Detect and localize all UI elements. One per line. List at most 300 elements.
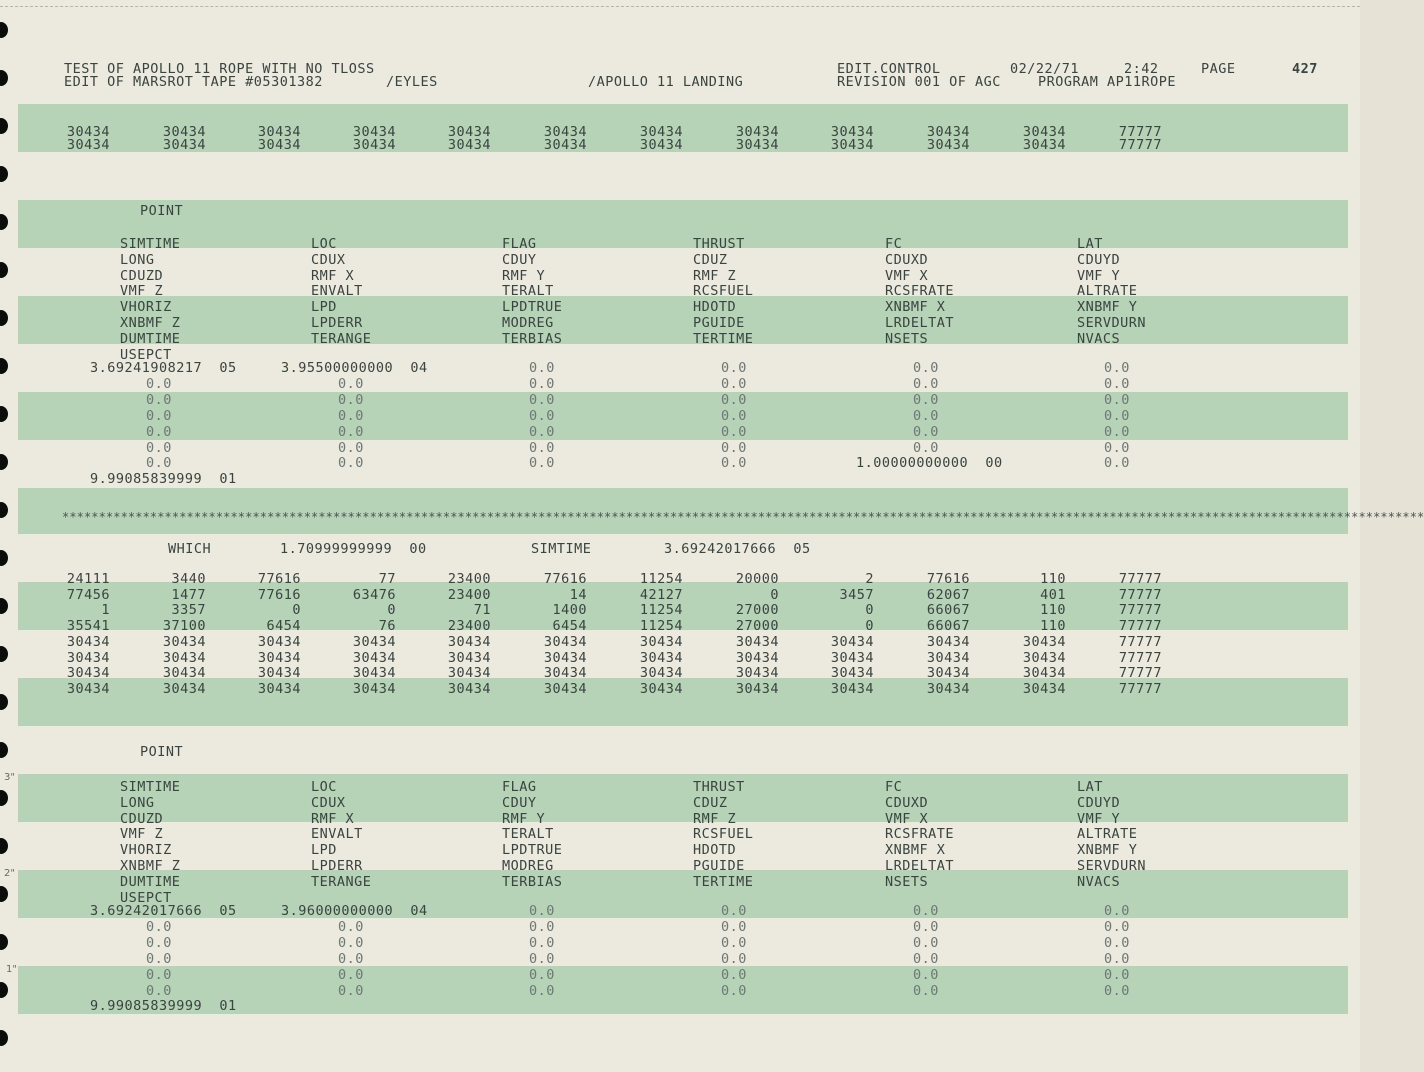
- octal-cell: 66067: [926, 618, 970, 635]
- tractor-feed-holes: [0, 0, 14, 1072]
- octal-cell: 30434: [830, 124, 874, 140]
- variable-value: 0.0: [721, 982, 747, 999]
- report-title: TEST OF APOLLO 11 ROPE WITH NO TLOSS: [64, 61, 375, 77]
- octal-cell: 30434: [257, 665, 301, 682]
- octal-cell: 77: [378, 571, 396, 587]
- octal-cell: 30434: [735, 649, 779, 666]
- octal-cell: 401: [1040, 586, 1066, 603]
- variable-value: 0.0: [1104, 391, 1130, 408]
- print-date: 02/22/71: [1010, 61, 1080, 77]
- octal-cell: 35541: [66, 618, 110, 635]
- pin-hole: [0, 694, 8, 710]
- variable-label: XNBMF Y: [1077, 842, 1138, 859]
- variable-label: CDUYD: [1077, 794, 1121, 811]
- variable-label: VHORIZ: [120, 299, 172, 316]
- variable-label: RMF Z: [693, 810, 737, 827]
- octal-cell: 110: [1040, 571, 1066, 587]
- octal-cell: 11254: [639, 571, 683, 587]
- variable-value: 0.0: [913, 982, 939, 999]
- octal-cell: 77616: [543, 571, 587, 587]
- variable-label: SIMTIME: [120, 236, 181, 252]
- octal-cell: 30434: [257, 649, 301, 666]
- green-bar: [18, 296, 1348, 344]
- octal-cell: 30434: [639, 137, 683, 153]
- octal-cell: 62067: [926, 586, 970, 603]
- octal-cell: 30434: [162, 680, 206, 697]
- variable-value: 0.0: [529, 439, 555, 456]
- variable-label: LPDTRUE: [502, 842, 563, 859]
- variable-label: RMF Y: [502, 810, 546, 827]
- variable-value: 0.0: [338, 934, 364, 951]
- variable-value: 9.99085839999 01: [90, 471, 237, 488]
- pin-hole: [0, 406, 8, 422]
- variable-label: TERTIME: [693, 873, 754, 890]
- variable-label: XNBMF X: [885, 842, 946, 859]
- variable-label: DUMTIME: [120, 330, 181, 347]
- octal-cell: 30434: [66, 680, 110, 697]
- variable-label: XNBMF Z: [120, 858, 181, 874]
- pin-hole: [0, 742, 8, 758]
- variable-label: LOC: [311, 236, 337, 252]
- octal-cell: 30434: [352, 633, 396, 650]
- variable-label: HDOTD: [693, 842, 737, 859]
- variable-value: 1.00000000000 00: [856, 455, 1003, 472]
- author: /EYLES: [386, 74, 438, 90]
- green-bar: [18, 200, 1348, 248]
- variable-label: VMF Y: [1077, 267, 1121, 284]
- octal-cell: 77777: [1118, 571, 1162, 587]
- octal-cell: 30434: [352, 649, 396, 666]
- variable-label: ENVALT: [311, 826, 363, 843]
- variable-value: 0.0: [913, 375, 939, 392]
- variable-value: 0.0: [146, 407, 172, 424]
- octal-cell: 0: [865, 618, 874, 635]
- octal-cell: 30434: [926, 649, 970, 666]
- variable-value: 3.96000000000 04: [281, 903, 428, 919]
- variable-value: 0.0: [721, 407, 747, 424]
- variable-label: RMF Y: [502, 267, 546, 284]
- octal-cell: 30434: [257, 124, 301, 140]
- variable-value: 0.0: [338, 407, 364, 424]
- octal-cell: 30434: [926, 633, 970, 650]
- octal-cell: 66067: [926, 602, 970, 619]
- octal-cell: 30434: [447, 680, 491, 697]
- octal-cell: 77616: [257, 571, 301, 587]
- octal-cell: 30434: [352, 137, 396, 153]
- variable-value: 0.0: [721, 918, 747, 935]
- variable-value: 0.0: [146, 966, 172, 983]
- variable-label: CDUZ: [693, 794, 728, 811]
- variable-label: NVACS: [1077, 330, 1121, 347]
- octal-cell: 76: [378, 618, 396, 635]
- variable-value: 0.0: [1104, 982, 1130, 999]
- octal-cell: 30434: [257, 633, 301, 650]
- variable-label: XNBMF X: [885, 299, 946, 316]
- octal-cell: 1477: [171, 586, 206, 603]
- variable-value: 0.0: [146, 950, 172, 967]
- octal-cell: 2: [865, 571, 874, 587]
- octal-cell: 30434: [257, 137, 301, 153]
- variable-value: 9.99085839999 01: [90, 998, 237, 1015]
- variable-label: SERVDURN: [1077, 858, 1147, 874]
- variable-value: 0.0: [1104, 903, 1130, 919]
- pin-hole: [0, 310, 8, 326]
- octal-cell: 30434: [639, 665, 683, 682]
- variable-label: CDUXD: [885, 251, 929, 268]
- octal-cell: 30434: [926, 665, 970, 682]
- page-label: PAGE: [1201, 61, 1236, 77]
- variable-label: VMF Z: [120, 283, 164, 300]
- octal-cell: 11254: [639, 602, 683, 619]
- octal-cell: 30434: [830, 680, 874, 697]
- pin-hole: [0, 790, 8, 806]
- variable-value: 0.0: [529, 966, 555, 983]
- octal-cell: 30434: [1022, 124, 1066, 140]
- variable-value: 0.0: [913, 903, 939, 919]
- variable-value: 0.0: [721, 934, 747, 951]
- variable-label: CDUZD: [120, 810, 164, 827]
- pin-hole: [0, 982, 8, 998]
- octal-cell: 110: [1040, 618, 1066, 635]
- octal-cell: 30434: [926, 680, 970, 697]
- variable-label: LPDTRUE: [502, 299, 563, 316]
- pin-hole: [0, 118, 8, 134]
- pin-hole: [0, 502, 8, 518]
- variable-label: LONG: [120, 794, 155, 811]
- variable-label: LPD: [311, 842, 337, 859]
- variable-value: 3.69242017666 05: [90, 903, 237, 919]
- variable-value: 0.0: [146, 918, 172, 935]
- variable-label: PGUIDE: [693, 315, 745, 331]
- revision: REVISION 001 OF AGC: [837, 74, 1001, 90]
- octal-cell: 6454: [552, 618, 587, 635]
- variable-label: XNBMF Z: [120, 315, 181, 331]
- octal-cell: 30434: [1022, 633, 1066, 650]
- octal-cell: 30434: [447, 124, 491, 140]
- variable-label: RCSFUEL: [693, 283, 754, 300]
- variable-label: LAT: [1077, 779, 1103, 795]
- octal-cell: 20000: [735, 571, 779, 587]
- variable-value: 0.0: [338, 391, 364, 408]
- octal-cell: 77456: [66, 586, 110, 603]
- variable-label: CDUYD: [1077, 251, 1121, 268]
- octal-cell: 30434: [639, 124, 683, 140]
- variable-label: SIMTIME: [120, 779, 181, 795]
- variable-label: LONG: [120, 251, 155, 268]
- variable-value: 0.0: [721, 439, 747, 456]
- octal-cell: 30434: [830, 649, 874, 666]
- variable-label: ALTRATE: [1077, 283, 1138, 300]
- variable-label: THRUST: [693, 236, 745, 252]
- variable-label: FLAG: [502, 779, 537, 795]
- octal-cell: 6454: [266, 618, 301, 635]
- octal-cell: 77777: [1118, 137, 1162, 153]
- variable-value: 0.0: [721, 375, 747, 392]
- octal-cell: 30434: [639, 649, 683, 666]
- variable-label: RMF Z: [693, 267, 737, 284]
- variable-label: CDUX: [311, 794, 346, 811]
- variable-label: HDOTD: [693, 299, 737, 316]
- variable-value: 0.0: [529, 423, 555, 440]
- variable-label: TERANGE: [311, 330, 372, 347]
- green-bar: [18, 774, 1348, 822]
- pin-hole: [0, 262, 8, 278]
- variable-label: LPD: [311, 299, 337, 316]
- variable-label: VMF X: [885, 810, 929, 827]
- octal-cell: 0: [865, 602, 874, 619]
- variable-value: 0.0: [1104, 966, 1130, 983]
- octal-cell: 77777: [1118, 633, 1162, 650]
- octal-cell: 37100: [162, 618, 206, 635]
- inch-mark: 3": [4, 772, 15, 783]
- mission-name: /APOLLO 11 LANDING: [588, 74, 744, 90]
- octal-cell: 30434: [543, 633, 587, 650]
- pin-hole: [0, 166, 8, 182]
- variable-label: TERBIAS: [502, 330, 563, 347]
- variable-label: NSETS: [885, 330, 929, 347]
- variable-value: 0.0: [529, 360, 555, 376]
- variable-label: USEPCT: [120, 346, 172, 363]
- variable-value: 0.0: [338, 950, 364, 967]
- which-value: 1.70999999999 00: [280, 541, 427, 557]
- octal-cell: 30434: [543, 665, 587, 682]
- variable-label: LPDERR: [311, 315, 363, 331]
- octal-cell: 0: [292, 602, 301, 619]
- variable-label: LRDELTAT: [885, 315, 955, 331]
- variable-label: VMF Z: [120, 826, 164, 843]
- variable-value: 0.0: [338, 982, 364, 999]
- variable-value: 0.0: [146, 423, 172, 440]
- variable-label: CDUXD: [885, 794, 929, 811]
- variable-value: 0.0: [146, 934, 172, 951]
- variable-value: 0.0: [913, 918, 939, 935]
- octal-cell: 30434: [352, 665, 396, 682]
- page-number: 427: [1292, 61, 1318, 77]
- variable-label: VHORIZ: [120, 842, 172, 859]
- octal-cell: 3357: [171, 602, 206, 619]
- octal-cell: 30434: [162, 124, 206, 140]
- octal-cell: 30434: [447, 665, 491, 682]
- octal-cell: 30434: [1022, 665, 1066, 682]
- variable-value: 0.0: [146, 439, 172, 456]
- variable-label: RCSFRATE: [885, 826, 955, 843]
- octal-cell: 30434: [162, 633, 206, 650]
- pin-hole: [0, 1030, 8, 1046]
- octal-cell: 77777: [1118, 649, 1162, 666]
- variable-value: 0.0: [721, 391, 747, 408]
- variable-label: LOC: [311, 779, 337, 795]
- variable-value: 0.0: [338, 375, 364, 392]
- octal-cell: 110: [1040, 602, 1066, 619]
- variable-value: 0.0: [146, 982, 172, 999]
- variable-value: 0.0: [913, 950, 939, 967]
- octal-cell: 77616: [926, 571, 970, 587]
- variable-value: 0.0: [1104, 439, 1130, 456]
- octal-cell: 30434: [66, 665, 110, 682]
- octal-cell: 30434: [735, 137, 779, 153]
- octal-cell: 27000: [735, 602, 779, 619]
- octal-cell: 30434: [257, 680, 301, 697]
- variable-label: FLAG: [502, 236, 537, 252]
- octal-cell: 30434: [830, 137, 874, 153]
- variable-value: 0.0: [529, 950, 555, 967]
- pin-hole: [0, 838, 8, 854]
- variable-value: 0.0: [1104, 934, 1130, 951]
- variable-label: NSETS: [885, 873, 929, 890]
- octal-cell: 77777: [1118, 124, 1162, 140]
- octal-cell: 11254: [639, 618, 683, 635]
- variable-label: XNBMF Y: [1077, 299, 1138, 316]
- variable-label: TERALT: [502, 283, 554, 300]
- variable-value: 0.0: [913, 966, 939, 983]
- octal-cell: 42127: [639, 586, 683, 603]
- variable-value: 0.0: [1104, 918, 1130, 935]
- octal-cell: 30434: [162, 137, 206, 153]
- octal-cell: 30434: [543, 137, 587, 153]
- octal-cell: 30434: [66, 124, 110, 140]
- variable-label: RCSFRATE: [885, 283, 955, 300]
- inch-mark: 2": [4, 868, 15, 879]
- inch-mark: 1": [6, 964, 17, 975]
- octal-cell: 30434: [352, 124, 396, 140]
- variable-value: 0.0: [913, 439, 939, 456]
- variable-value: 0.0: [146, 391, 172, 408]
- octal-cell: 30434: [162, 665, 206, 682]
- variable-value: 0.0: [913, 391, 939, 408]
- variable-label: CDUZD: [120, 267, 164, 284]
- variable-value: 0.0: [721, 950, 747, 967]
- variable-value: 0.0: [1104, 360, 1130, 376]
- variable-label: VMF Y: [1077, 810, 1121, 827]
- octal-cell: 27000: [735, 618, 779, 635]
- variable-value: 0.0: [529, 407, 555, 424]
- variable-value: 0.0: [529, 934, 555, 951]
- variable-label: RMF X: [311, 810, 355, 827]
- pin-hole: [0, 598, 8, 614]
- variable-label: FC: [885, 236, 903, 252]
- variable-label: TERBIAS: [502, 873, 563, 890]
- variable-label: ALTRATE: [1077, 826, 1138, 843]
- variable-label: VMF X: [885, 267, 929, 284]
- variable-label: TERALT: [502, 826, 554, 843]
- octal-cell: 30434: [735, 124, 779, 140]
- variable-value: 0.0: [1104, 455, 1130, 472]
- pin-hole: [0, 358, 8, 374]
- octal-cell: 23400: [447, 618, 491, 635]
- variable-value: 0.0: [913, 934, 939, 951]
- point-title: POINT: [140, 203, 184, 219]
- variable-label: MODREG: [502, 315, 554, 331]
- variable-label: MODREG: [502, 858, 554, 874]
- variable-label: SERVDURN: [1077, 315, 1147, 331]
- pin-hole: [0, 934, 8, 950]
- variable-value: 0.0: [721, 360, 747, 376]
- octal-cell: 1400: [552, 602, 587, 619]
- octal-cell: 30434: [66, 649, 110, 666]
- variable-value: 0.0: [338, 439, 364, 456]
- octal-cell: 23400: [447, 571, 491, 587]
- variable-label: NVACS: [1077, 873, 1121, 890]
- variable-label: CDUZ: [693, 251, 728, 268]
- variable-value: 0.0: [721, 966, 747, 983]
- octal-cell: 23400: [447, 586, 491, 603]
- variable-value: 0.0: [338, 966, 364, 983]
- octal-cell: 30434: [926, 137, 970, 153]
- octal-cell: 30434: [447, 649, 491, 666]
- octal-cell: 30434: [162, 649, 206, 666]
- octal-cell: 77777: [1118, 618, 1162, 635]
- variable-label: LPDERR: [311, 858, 363, 874]
- variable-label: CDUX: [311, 251, 346, 268]
- simtime-label: SIMTIME: [531, 541, 592, 557]
- print-time: 2:42: [1124, 61, 1159, 77]
- octal-cell: 30434: [639, 633, 683, 650]
- variable-value: 0.0: [1104, 407, 1130, 424]
- variable-value: 0.0: [1104, 950, 1130, 967]
- octal-cell: 30434: [543, 124, 587, 140]
- point-title: POINT: [140, 744, 184, 760]
- octal-cell: 77777: [1118, 602, 1162, 619]
- octal-cell: 63476: [352, 586, 396, 603]
- octal-cell: 30434: [735, 665, 779, 682]
- octal-cell: 30434: [735, 633, 779, 650]
- octal-cell: 30434: [1022, 649, 1066, 666]
- octal-cell: 30434: [352, 680, 396, 697]
- octal-cell: 30434: [66, 633, 110, 650]
- variable-label: CDUY: [502, 794, 537, 811]
- variable-value: 0.0: [721, 423, 747, 440]
- variable-value: 0.0: [529, 982, 555, 999]
- octal-cell: 0: [387, 602, 396, 619]
- octal-cell: 77777: [1118, 665, 1162, 682]
- octal-cell: 30434: [639, 680, 683, 697]
- variable-label: RMF X: [311, 267, 355, 284]
- variable-value: 0.0: [529, 918, 555, 935]
- pin-hole: [0, 550, 8, 566]
- variable-value: 0.0: [338, 423, 364, 440]
- octal-cell: 24111: [66, 571, 110, 587]
- octal-cell: 0: [770, 586, 779, 603]
- variable-value: 0.0: [1104, 423, 1130, 440]
- octal-cell: 1: [101, 602, 110, 619]
- variable-value: 0.0: [529, 455, 555, 472]
- pin-hole: [0, 646, 8, 662]
- variable-value: 0.0: [338, 918, 364, 935]
- variable-value: 3.95500000000 04: [281, 360, 428, 376]
- pin-hole: [0, 22, 8, 38]
- variable-value: 0.0: [146, 455, 172, 472]
- variable-label: LAT: [1077, 236, 1103, 252]
- variable-label: USEPCT: [120, 889, 172, 906]
- variable-value: 0.0: [529, 391, 555, 408]
- octal-cell: 30434: [926, 124, 970, 140]
- variable-label: RCSFUEL: [693, 826, 754, 843]
- pin-hole: [0, 454, 8, 470]
- program-name: PROGRAM AP11ROPE: [1038, 74, 1177, 90]
- octal-cell: 30434: [830, 665, 874, 682]
- octal-cell: 30434: [543, 649, 587, 666]
- tape-edit-line: EDIT OF MARSROT TAPE #05301382: [64, 74, 323, 90]
- octal-cell: 30434: [735, 680, 779, 697]
- variable-label: PGUIDE: [693, 858, 745, 874]
- pin-hole: [0, 886, 8, 902]
- variable-label: DUMTIME: [120, 873, 181, 890]
- variable-label: TERTIME: [693, 330, 754, 347]
- variable-value: 0.0: [146, 375, 172, 392]
- octal-cell: 30434: [830, 633, 874, 650]
- variable-label: ENVALT: [311, 283, 363, 300]
- variable-value: 0.0: [529, 375, 555, 392]
